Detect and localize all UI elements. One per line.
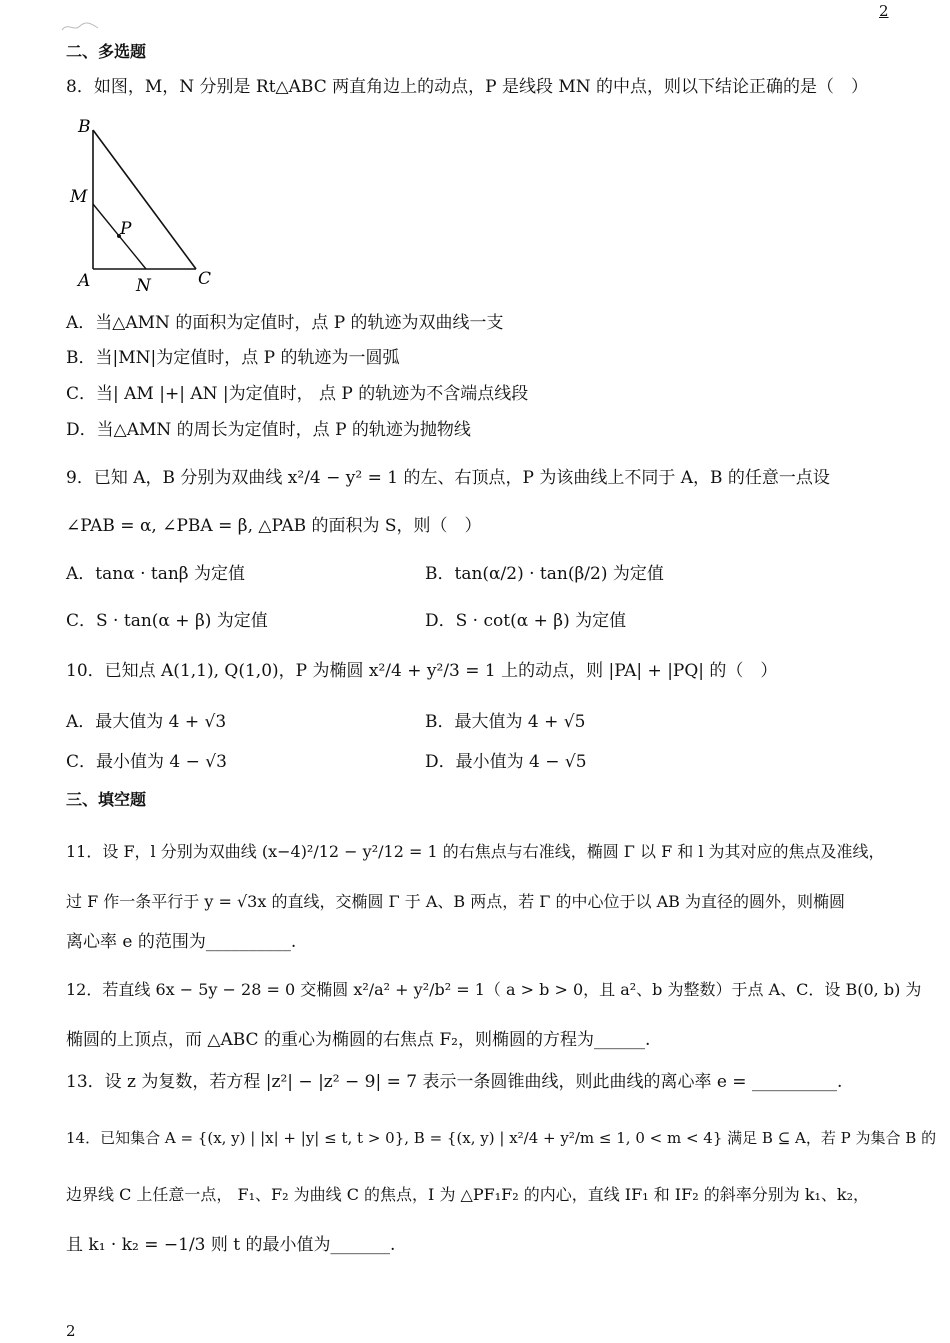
q9-option-b: B．tan(α/2) · tan(β/2) 为定值 bbox=[425, 564, 664, 584]
q14-line1: 14．已知集合 A = {(x, y) | |x| + |y| ≤ t, t > 0}, B = {(x, y) | x²/4 + y²/m ≤ 1, 0 < m < 4} 满足 B ⊆ A，若 P 为集合 B 的 bbox=[66, 1129, 937, 1147]
q10-option-a: A．最大值为 4 + √3 bbox=[66, 712, 227, 732]
q10-stem: 10．已知点 A(1,1), Q(1,0)，P 为椭圆 x²/4 + y²/3 = 1 上的动点，则 |PA| + |PQ| 的（ ） bbox=[66, 661, 778, 681]
q8-option-d: D．当△AMN 的周长为定值时，点 P 的轨迹为抛物线 bbox=[66, 420, 471, 440]
q12-line1: 12．若直线 6x − 5y − 28 = 0 交椭圆 x²/a² + y²/b² = 1（ a > b > 0，且 a²、b 为整数）于点 A、C．设 B(0, b) 为 bbox=[66, 980, 922, 999]
q8-stem: 8．如图，M，N 分别是 Rt△ABC 两直角边上的动点，P 是线段 MN 的中点，则以下结论正确的是（ ） bbox=[66, 77, 869, 97]
q13-line1: 13．设 z 为复数，若方程 |z²| − |z² − 9| = 7 表示一条圆锥曲线，则此曲线的离心率 e = __________. bbox=[66, 1072, 843, 1092]
fig-label-a: A bbox=[78, 271, 91, 291]
q14-line2: 边界线 C 上任意一点， F₁、F₂ 为曲线 C 的焦点，I 为 △PF₁F₂ 的内心，直线 IF₁ 和 IF₂ 的斜率分别为 k₁、k₂， bbox=[66, 1185, 870, 1204]
q8-option-c: C．当| AM |+| AN |为定值时， 点 P 的轨迹为不含端点线段 bbox=[66, 384, 529, 404]
fig-label-m: M bbox=[70, 187, 88, 207]
fig-label-b: B bbox=[78, 117, 91, 137]
page-number-bottom: 2 bbox=[66, 1322, 76, 1340]
q9-stem-line2: ∠PAB = α, ∠PBA = β, △PAB 的面积为 S，则（ ） bbox=[66, 516, 482, 536]
q11-line3: 离心率 e 的范围为__________. bbox=[66, 932, 297, 952]
q11-line1: 11．设 F，l 分别为双曲线 (x−4)²/12 − y²/12 = 1 的右焦点与右准线，椭圆 Γ 以 F 和 l 为其对应的焦点及准线， bbox=[66, 842, 885, 861]
scribble-mark bbox=[60, 20, 100, 34]
section-title-fill: 三、填空题 bbox=[66, 790, 147, 809]
q11-line2: 过 F 作一条平行于 y = √3x 的直线，交椭圆 Γ 于 A、B 两点，若 Γ 的中心位于以 AB 为直径的圆外，则椭圆 bbox=[66, 892, 845, 911]
q14-line3: 且 k₁ · k₂ = −1/3 则 t 的最小值为_______. bbox=[66, 1235, 396, 1255]
q12-line2: 椭圆的上顶点，而 △ABC 的重心为椭圆的右焦点 F₂，则椭圆的方程为______. bbox=[66, 1030, 651, 1050]
q10-option-b: B．最大值为 4 + √5 bbox=[425, 712, 586, 732]
q10-option-d: D．最小值为 4 − √5 bbox=[425, 752, 587, 772]
q9-option-d: D．S · cot(α + β) 为定值 bbox=[425, 611, 627, 631]
fig-label-n: N bbox=[136, 276, 151, 296]
q9-option-a: A．tanα · tanβ 为定值 bbox=[66, 564, 246, 584]
q8-option-a: A．当△AMN 的面积为定值时，点 P 的轨迹为双曲线一支 bbox=[66, 313, 504, 333]
q9-stem-line1: 9．已知 A，B 分别为双曲线 x²/4 − y² = 1 的左、右顶点，P 为该曲线上不同于 A，B 的任意一点设 bbox=[66, 468, 830, 488]
page-number-top: 2 bbox=[879, 2, 889, 20]
q8-triangle-figure bbox=[66, 112, 226, 297]
q8-option-b: B．当|MN|为定值时，点 P 的轨迹为一圆弧 bbox=[66, 348, 400, 368]
q9-option-c: C．S · tan(α + β) 为定值 bbox=[66, 611, 268, 631]
section-title-multi: 二、多选题 bbox=[66, 42, 147, 61]
fig-label-c: C bbox=[198, 269, 212, 289]
fig-label-p: P bbox=[120, 219, 132, 239]
q10-option-c: C．最小值为 4 − √3 bbox=[66, 752, 227, 772]
